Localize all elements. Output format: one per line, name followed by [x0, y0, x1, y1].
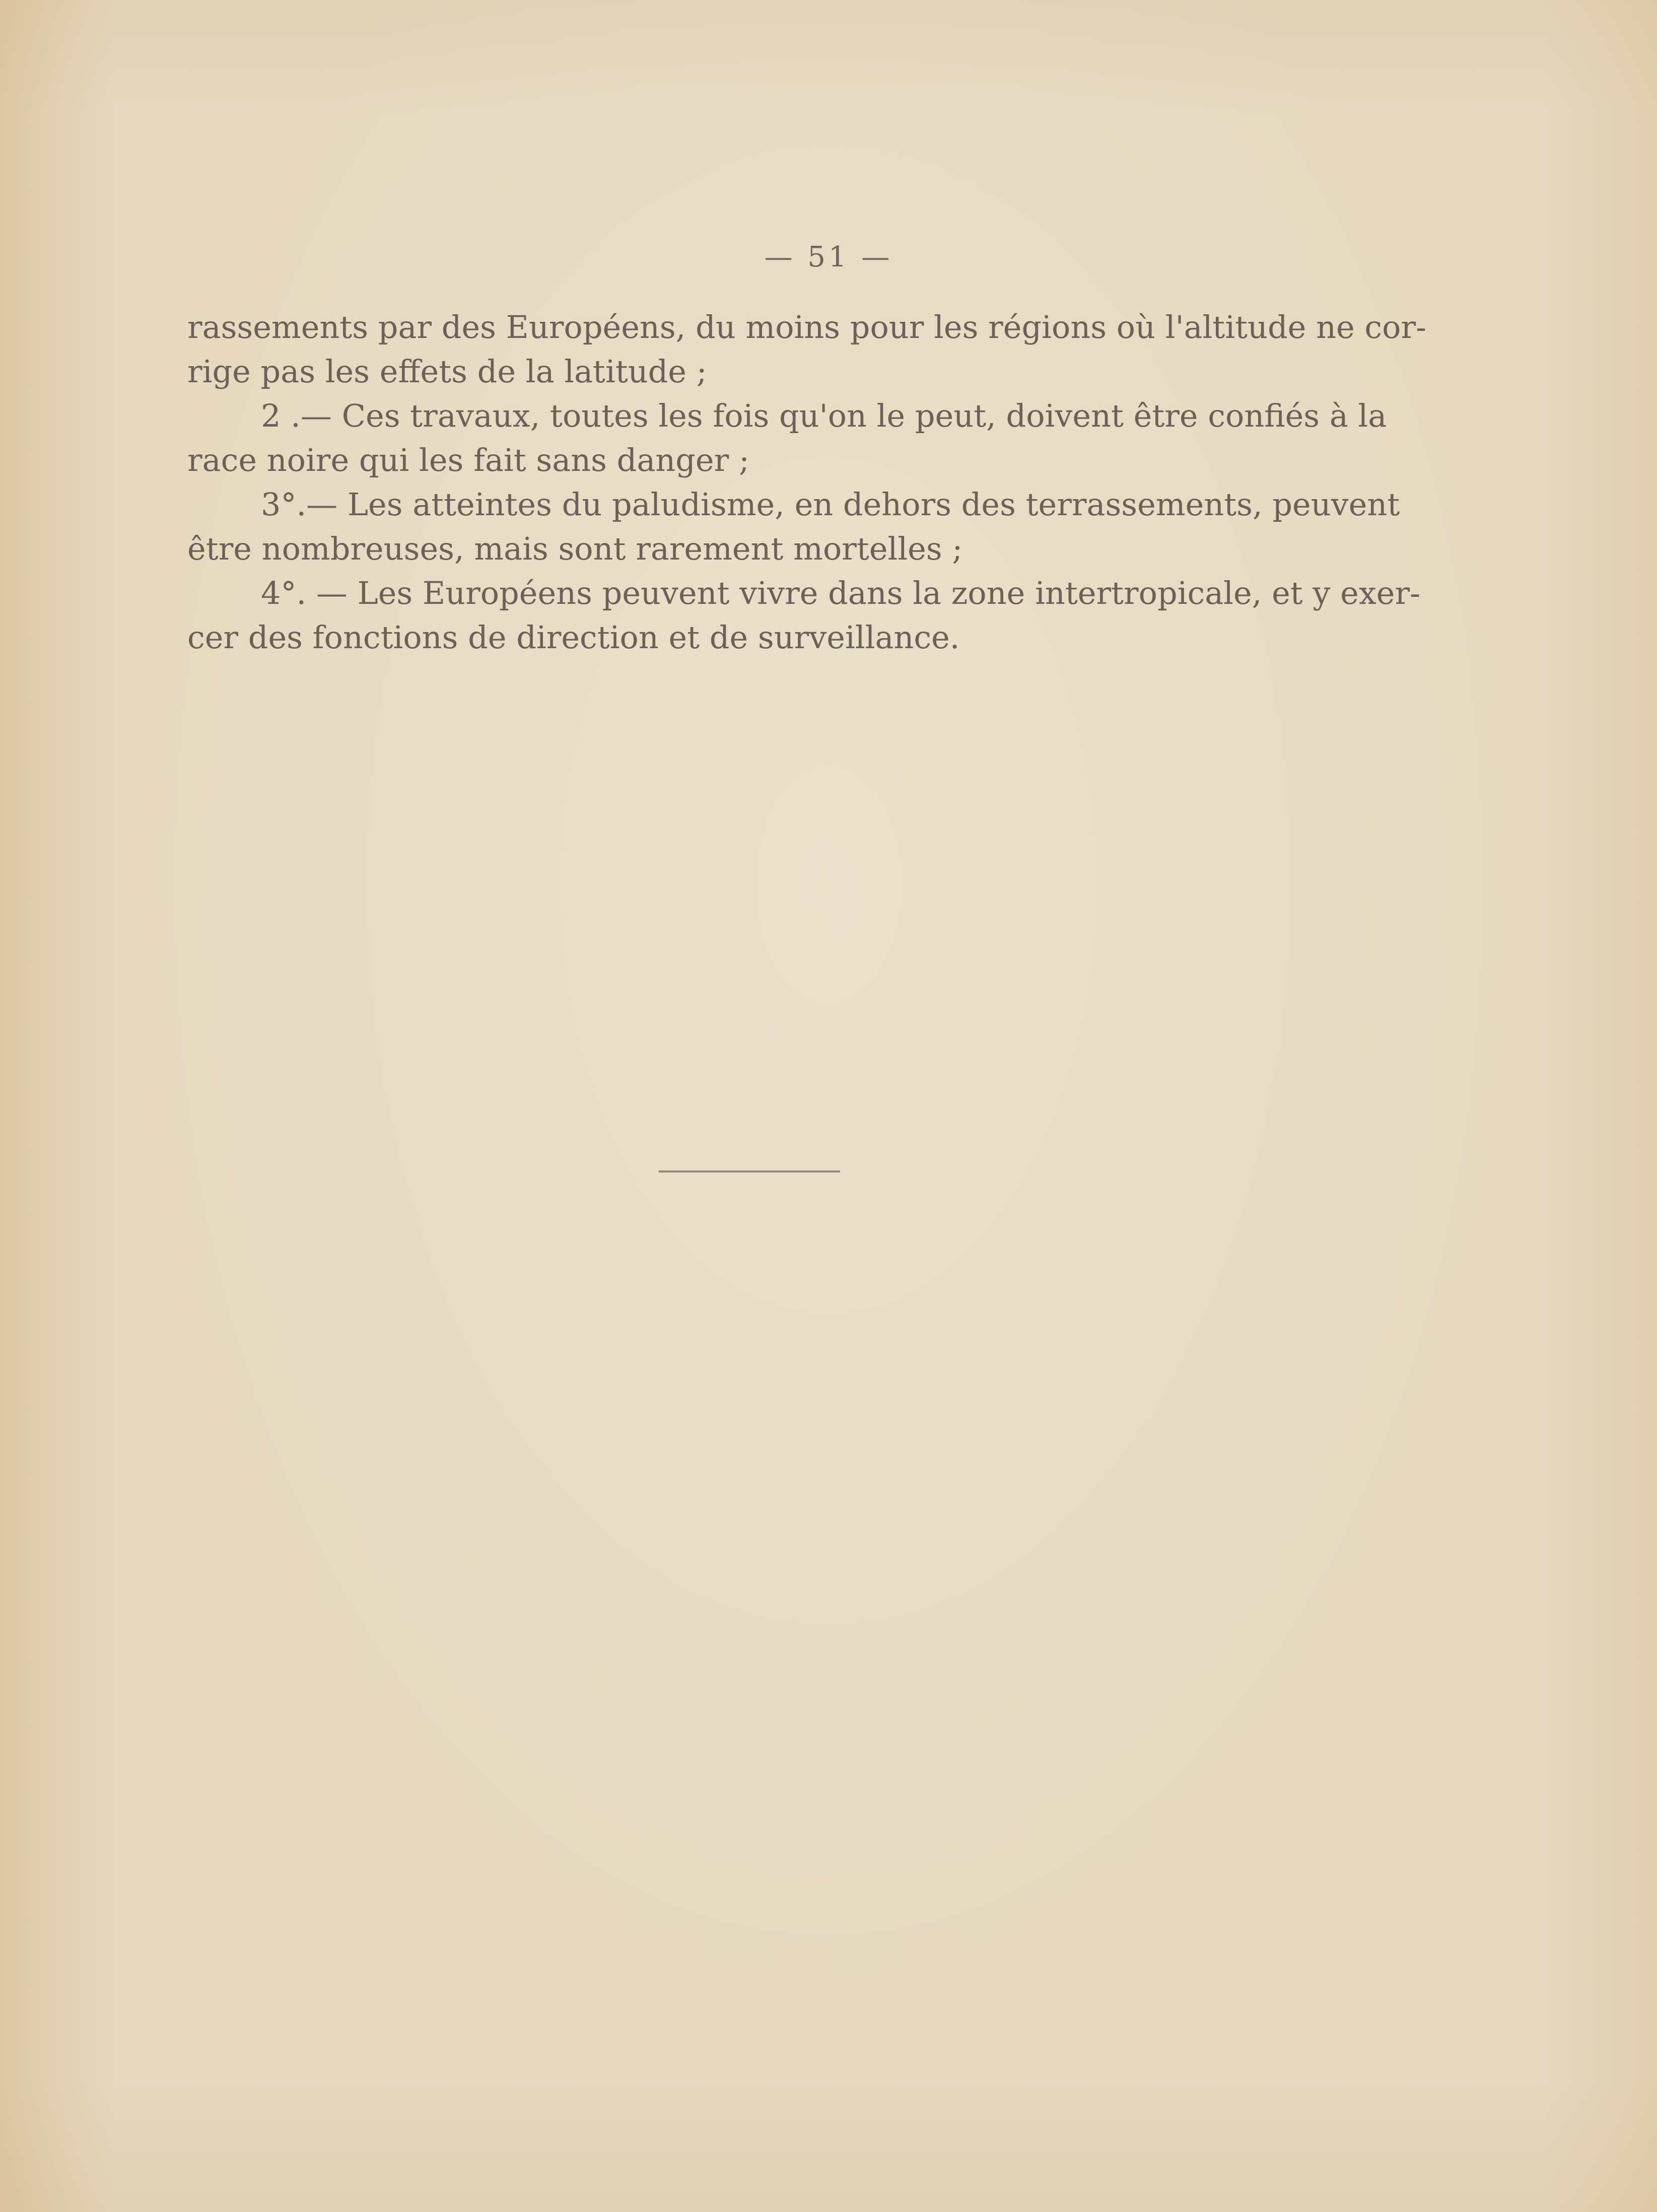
- text-line: rige pas les effets de la latitude ;: [187, 353, 707, 390]
- page-number: — 51 —: [764, 241, 893, 273]
- text-line: 2 .— Ces travaux, toutes les fois qu'on le peut, doivent être confiés à la: [261, 397, 1387, 434]
- text-line: race noire qui les fait sans danger ;: [187, 442, 749, 478]
- text-line: cer des fonctions de direction et de surveillance.: [187, 619, 960, 656]
- text-line: rassements par des Européens, du moins pour les régions où l'altitude ne cor-: [187, 309, 1427, 345]
- text-line: 3°.— Les atteintes du paludisme, en dehors des terrassements, peuvent: [261, 486, 1400, 523]
- text-line: être nombreuses, mais sont rarement mortelles ;: [187, 530, 963, 567]
- body-text: [187, 305, 1427, 660]
- text-line: 4°. — Les Européens peuvent vivre dans la zone intertropicale, et y exer-: [261, 575, 1421, 611]
- end-rule: [659, 1170, 840, 1172]
